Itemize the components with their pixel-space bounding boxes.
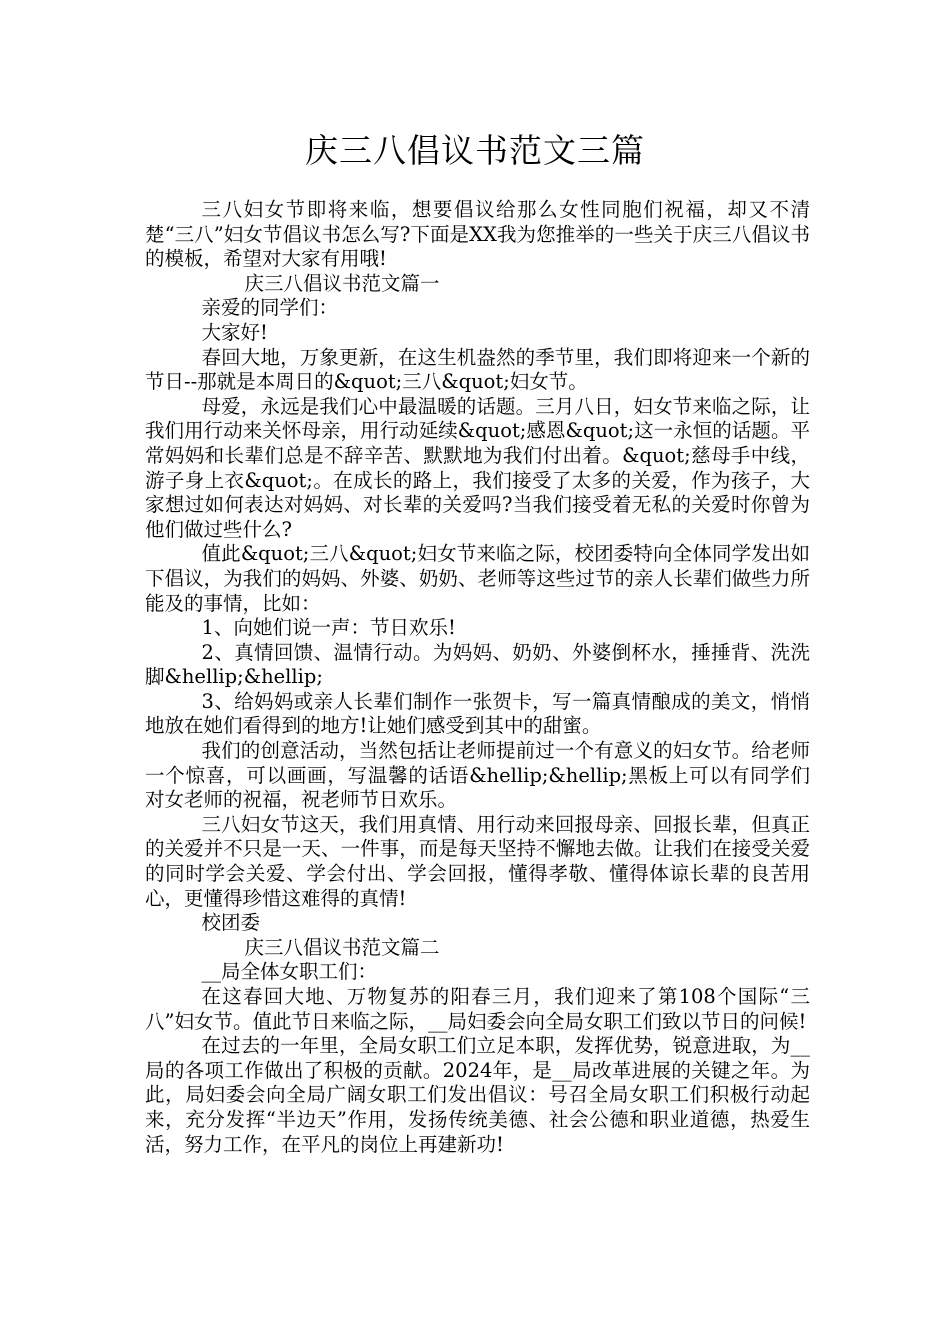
list-item: 2、真情回馈、温情行动。为妈妈、奶奶、外婆倒杯水，捶捶背、洗洗脚&hellip;&hellip; <box>145 640 810 689</box>
section-heading-1: 庆三八倡议书范文篇一 <box>244 271 440 295</box>
body-paragraph: 在这春回大地、万物复苏的阳春三月，我们迎来了第108个国际“三八”妇女节。值此节日来临之际，__局妇委会向全局女职工们致以节日的问候! <box>145 985 810 1033</box>
body-paragraph: 三八妇女节这天，我们用真情、用行动来回报母亲、回报长辈，但真正的关爱并不只是一天、一件事，而是每天坚持不懈地去做。让我们在接受关爱的同时学会关爱、学会付出、学会回报，懂得孝敬、懂得体谅长辈的良苦用心，更懂得珍惜这难得的真情! <box>145 812 810 910</box>
document-title: 庆三八倡议书范文三篇 <box>305 131 645 170</box>
list-item: 3、给妈妈或亲人长辈们制作一张贺卡，写一篇真情酿成的美文，悄悄地放在她们看得到的地方!让她们感受到其中的甜蜜。 <box>145 689 810 738</box>
body-paragraph: 值此&quot;三八&quot;妇女节来临之际，校团委特向全体同学发出如下倡议，为我们的妈妈、外婆、奶奶、老师等这些过节的亲人长辈们做些力所能及的事情，比如： <box>145 542 810 615</box>
greeting: 大家好! <box>201 320 268 344</box>
document-body <box>145 198 810 1157</box>
intro-paragraph: 三八妇女节即将来临，想要倡议给那么女性同胞们祝福，却又不清楚“三八”妇女节倡议书怎么写?下面是XX我为您推举的一些关于庆三八倡议书的模板，希望对大家有用哦! <box>145 198 810 271</box>
body-paragraph: 我们的创意活动，当然包括让老师提前过一个有意义的妇女节。给老师一个惊喜，可以画画，写温馨的话语&hellip;&hellip;黑板上可以有同学们对女老师的祝福，祝老师节日欢乐。 <box>145 739 810 812</box>
body-paragraph: 春回大地，万象更新，在这生机盎然的季节里，我们即将迎来一个新的节日--那就是本周日的&quot;三八&quot;妇女节。 <box>145 345 810 394</box>
salutation: 亲爱的同学们： <box>201 296 339 320</box>
salutation: __局全体女职工们： <box>201 960 378 984</box>
list-item: 1、向她们说一声：节日欢乐! <box>201 616 456 640</box>
signature: 校团委 <box>201 911 261 935</box>
body-paragraph: 在过去的一年里，全局女职工们立足本职，发挥优势，锐意进取，为__局的各项工作做出了积极的贡献。2024年，是__局改革进展的关键之年。为此，局妇委会向全局广阔女职工们发出倡议：号召全局女职工们积极行动起来，充分发挥“半边天”作用，发扬传统美德、社会公德和职业道德，热爱生活，努力工作，在平凡的岗位上再建新功! <box>145 1034 810 1156</box>
section-heading-2: 庆三八倡议书范文篇二 <box>244 935 440 959</box>
body-paragraph: 母爱，永远是我们心中最温暖的话题。三月八日，妇女节来临之际，让我们用行动来关怀母亲，用行动延续&quot;感恩&quot;这一永恒的话题。平常妈妈和长辈们总是不辞辛苦、默默地为我们付出着。&quot;慈母手中线，游子身上衣&quot;。在成长的路上，我们接受了太多的关爱，作为孩子，大家想过如何表达对妈妈、对长辈的关爱吗?当我们接受着无私的关爱时你曾为他们做过些什么? <box>145 394 810 541</box>
